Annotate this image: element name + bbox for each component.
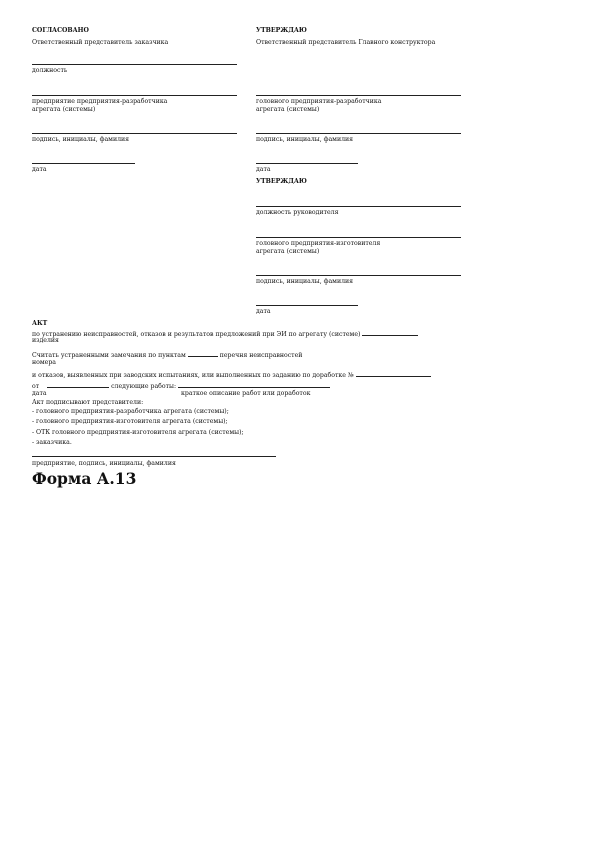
right2-position-line (256, 206, 461, 207)
left-position-line (32, 64, 237, 65)
right2-enterprise-label-1: головного предприятия-изготовителя (256, 240, 381, 247)
act-line-3-blank (188, 350, 218, 357)
left-signature-label: подпись, инициалы, фамилия (32, 136, 130, 143)
act-line-6-blank-1 (47, 381, 109, 388)
right1-responsible: Ответственный представитель Главного конструктора (256, 39, 436, 46)
right2-date-line (256, 305, 358, 306)
right2-heading: УТВЕРЖДАЮ (256, 178, 307, 185)
act-signature-line (32, 456, 276, 457)
act-line-6-text-b: следующие работы: (111, 383, 177, 390)
act-line-4: номера (32, 359, 56, 366)
right2-enterprise-label-2: агрегата (системы) (256, 248, 320, 255)
left-date-label: дата (32, 166, 47, 173)
right2-signature-label: подпись, инициалы, фамилия (256, 278, 354, 285)
right1-enterprise-line (256, 95, 461, 96)
act-line-7a: дата (32, 390, 47, 397)
act-line-7b: краткое описание работ или доработок (181, 390, 311, 397)
act-line-3-text-b: перечня неисправностей (219, 352, 303, 359)
act-signature-label: предприятие, подпись, инициалы, фамилия (32, 460, 176, 467)
act-line-3-text-a: Считать устраненными замечания по пунктам (32, 352, 186, 359)
act-line-9: - головного предприятия-разработчика агрегата (системы); (32, 408, 229, 415)
act-line-1-blank (362, 329, 418, 336)
right1-heading: УТВЕРЖДАЮ (256, 27, 307, 34)
act-line-11: - ОТК головного предприятия-изготовителя агрегата (системы); (32, 429, 244, 436)
left-signature-line (32, 133, 237, 134)
right1-date-line (256, 163, 358, 164)
right2-signature-line (256, 275, 461, 276)
right2-position-label: должность руководителя (256, 209, 339, 216)
right2-enterprise-line (256, 237, 461, 238)
left-date-line (32, 163, 135, 164)
left-position-label: должность (32, 67, 68, 74)
act-line-5-blank (356, 370, 431, 377)
act-line-3 (32, 350, 302, 360)
right2-date-label: дата (256, 308, 271, 315)
right1-enterprise-label-1: головного предприятия-разработчика (256, 98, 382, 105)
act-title: АКТ (32, 320, 48, 327)
act-line-12: - заказчика. (32, 439, 72, 446)
left-heading: СОГЛАСОВАНО (32, 27, 89, 34)
form-title: Форма А.13 (32, 469, 137, 488)
right1-signature-label: подпись, инициалы, фамилия (256, 136, 354, 143)
right1-signature-line (256, 133, 461, 134)
act-line-1-text: по устранению неисправностей, отказов и результатов предложений при ЭИ по агрегату (системе) (32, 331, 361, 338)
act-line-2: изделия (32, 337, 59, 344)
right1-enterprise-label-2: агрегата (системы) (256, 106, 320, 113)
act-line-1 (32, 329, 418, 339)
act-line-5-text: и отказов, выявленных при заводских испытаниях, или выполненных по заданию по доработке № (32, 372, 354, 379)
act-line-8: Акт подписывают представители: (32, 399, 144, 406)
act-line-6-blank-2 (178, 381, 330, 388)
act-line-10: - головного предприятия-изготовителя агрегата (системы); (32, 418, 228, 425)
right1-date-label: дата (256, 166, 271, 173)
left-enterprise-label-2: агрегата (системы) (32, 106, 96, 113)
act-line-5 (32, 370, 431, 380)
left-enterprise-label-1: предприятие предприятия-разработчика (32, 98, 168, 105)
left-responsible: Ответственный представитель заказчика (32, 39, 169, 46)
left-enterprise-line (32, 95, 237, 96)
act-line-6-text-a: от (32, 383, 40, 390)
